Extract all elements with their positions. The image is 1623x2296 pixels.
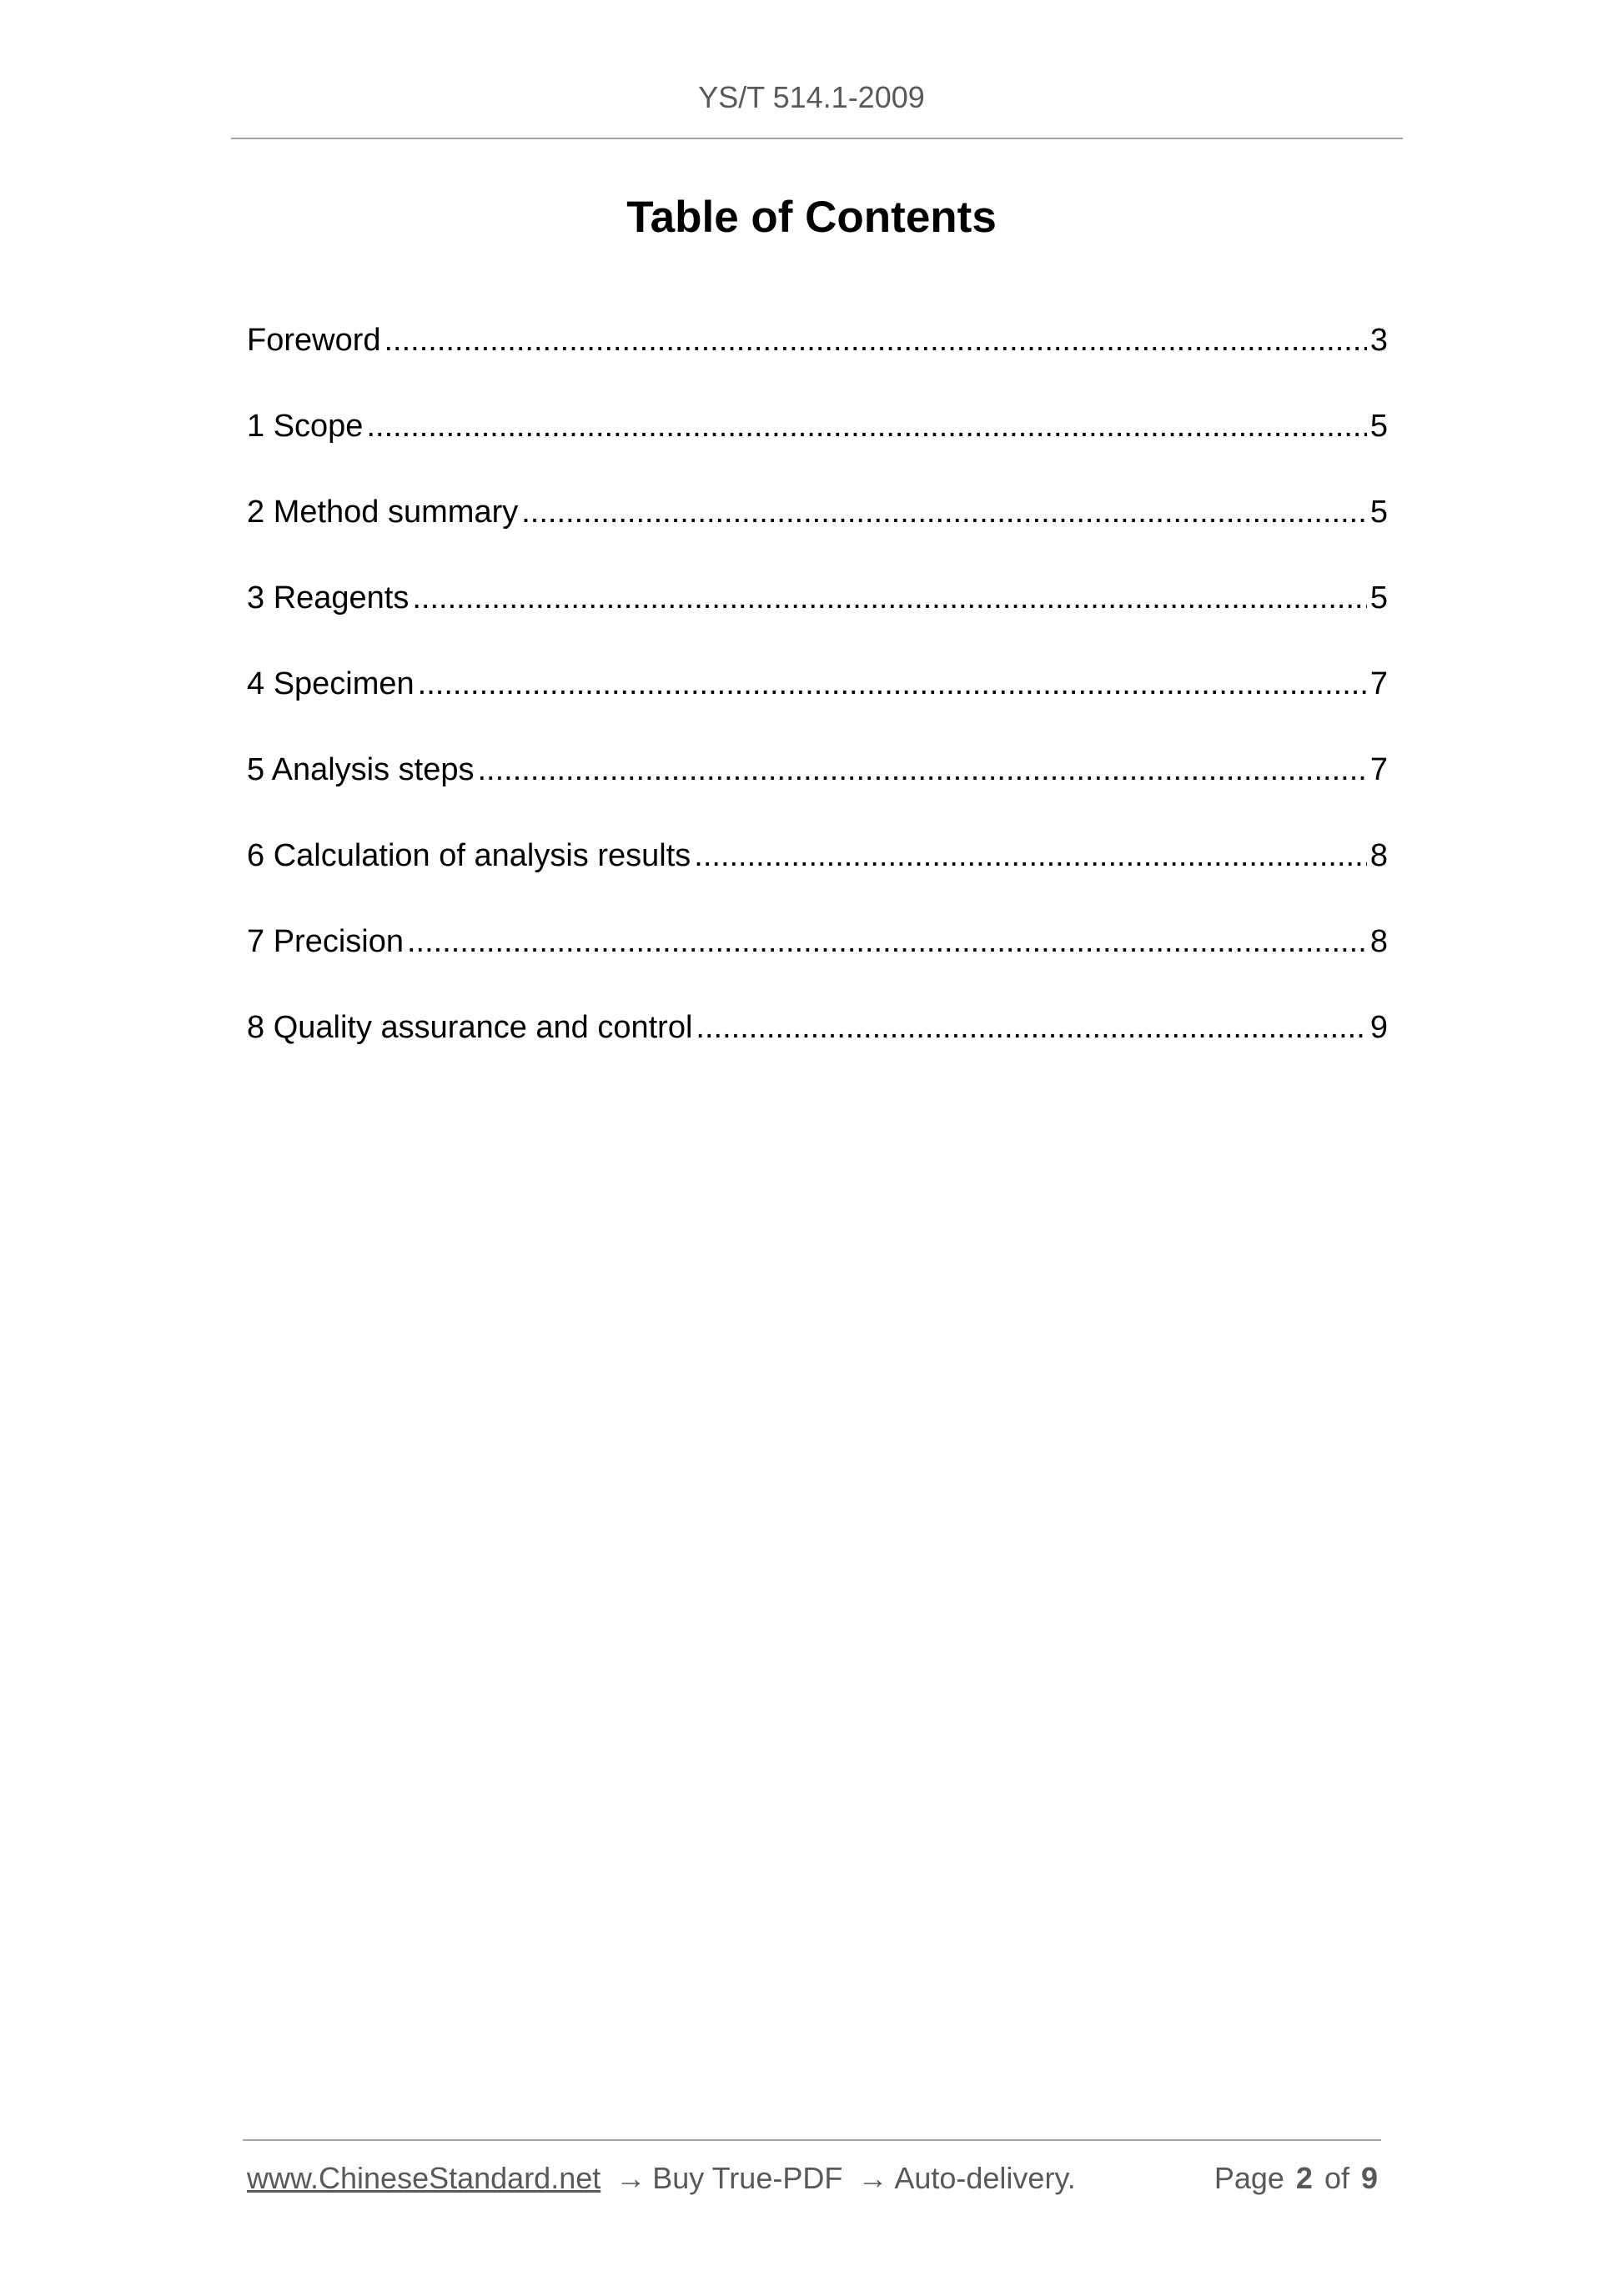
toc-entry-page: 9	[1369, 1010, 1388, 1045]
toc-dot-leader	[366, 406, 1366, 446]
delivery-text: Auto-delivery.	[894, 2161, 1076, 2195]
page-total: 9	[1360, 2161, 1378, 2195]
toc-entry-label: Foreword	[247, 323, 381, 358]
toc-dot-leader	[696, 1007, 1366, 1048]
buy-text: Buy True-PDF	[652, 2161, 843, 2195]
toc-entry-precision[interactable]	[247, 922, 1388, 1007]
toc-entry-quality-assurance[interactable]	[247, 1007, 1388, 1093]
toc-dot-leader	[694, 836, 1367, 876]
toc-entry-page: 8	[1369, 838, 1388, 873]
toc-entry-analysis-steps[interactable]	[247, 750, 1388, 836]
toc-entry-label: 8 Quality assurance and control	[247, 1010, 693, 1045]
toc-dot-leader	[521, 492, 1367, 532]
toc-entry-specimen[interactable]	[247, 664, 1388, 750]
toc-entry-calculation[interactable]	[247, 836, 1388, 922]
toc-entry-foreword[interactable]	[247, 320, 1388, 406]
page-indicator	[1214, 2158, 1378, 2198]
toc-entry-page: 7	[1369, 666, 1388, 701]
toc-entry-label: 6 Calculation of analysis results	[247, 838, 691, 873]
header-divider	[231, 138, 1403, 139]
toc-entry-method-summary[interactable]	[247, 492, 1388, 578]
toc-entry-page: 7	[1369, 752, 1388, 787]
page-title: Table of Contents	[626, 193, 997, 242]
toc-entry-reagents[interactable]	[247, 578, 1388, 664]
website-link[interactable]: www.ChineseStandard.net	[247, 2161, 601, 2195]
footer-divider	[243, 2139, 1381, 2141]
toc-entry-label: 3 Reagents	[247, 580, 410, 615]
footer-promo	[247, 2158, 1076, 2198]
page-current: 2	[1295, 2161, 1313, 2195]
arrow-right-icon: →	[616, 2161, 646, 2195]
arrow-right-icon: →	[857, 2161, 888, 2195]
toc-entry-scope[interactable]	[247, 406, 1388, 492]
toc-entry-page: 8	[1369, 924, 1388, 959]
toc-dot-leader	[412, 578, 1366, 618]
toc-entry-label: 5 Analysis steps	[247, 752, 475, 787]
toc-entry-label: 4 Specimen	[247, 666, 415, 701]
page-label: Page	[1213, 2161, 1284, 2195]
toc-entry-label: 1 Scope	[247, 409, 364, 444]
toc-entry-page: 5	[1369, 495, 1388, 530]
toc-dot-leader	[407, 922, 1367, 962]
toc-entry-label: 2 Method summary	[247, 495, 519, 530]
of-label: of	[1324, 2161, 1349, 2195]
toc-entry-page: 5	[1369, 409, 1388, 444]
toc-dot-leader	[477, 750, 1366, 790]
toc-entry-page: 3	[1369, 323, 1388, 358]
toc-entry-label: 7 Precision	[247, 924, 404, 959]
toc-entry-page: 5	[1369, 580, 1388, 615]
toc-list	[247, 320, 1388, 1093]
toc-dot-leader	[384, 320, 1367, 360]
running-header: YS/T 514.1-2009	[698, 80, 925, 114]
toc-dot-leader	[418, 664, 1367, 704]
